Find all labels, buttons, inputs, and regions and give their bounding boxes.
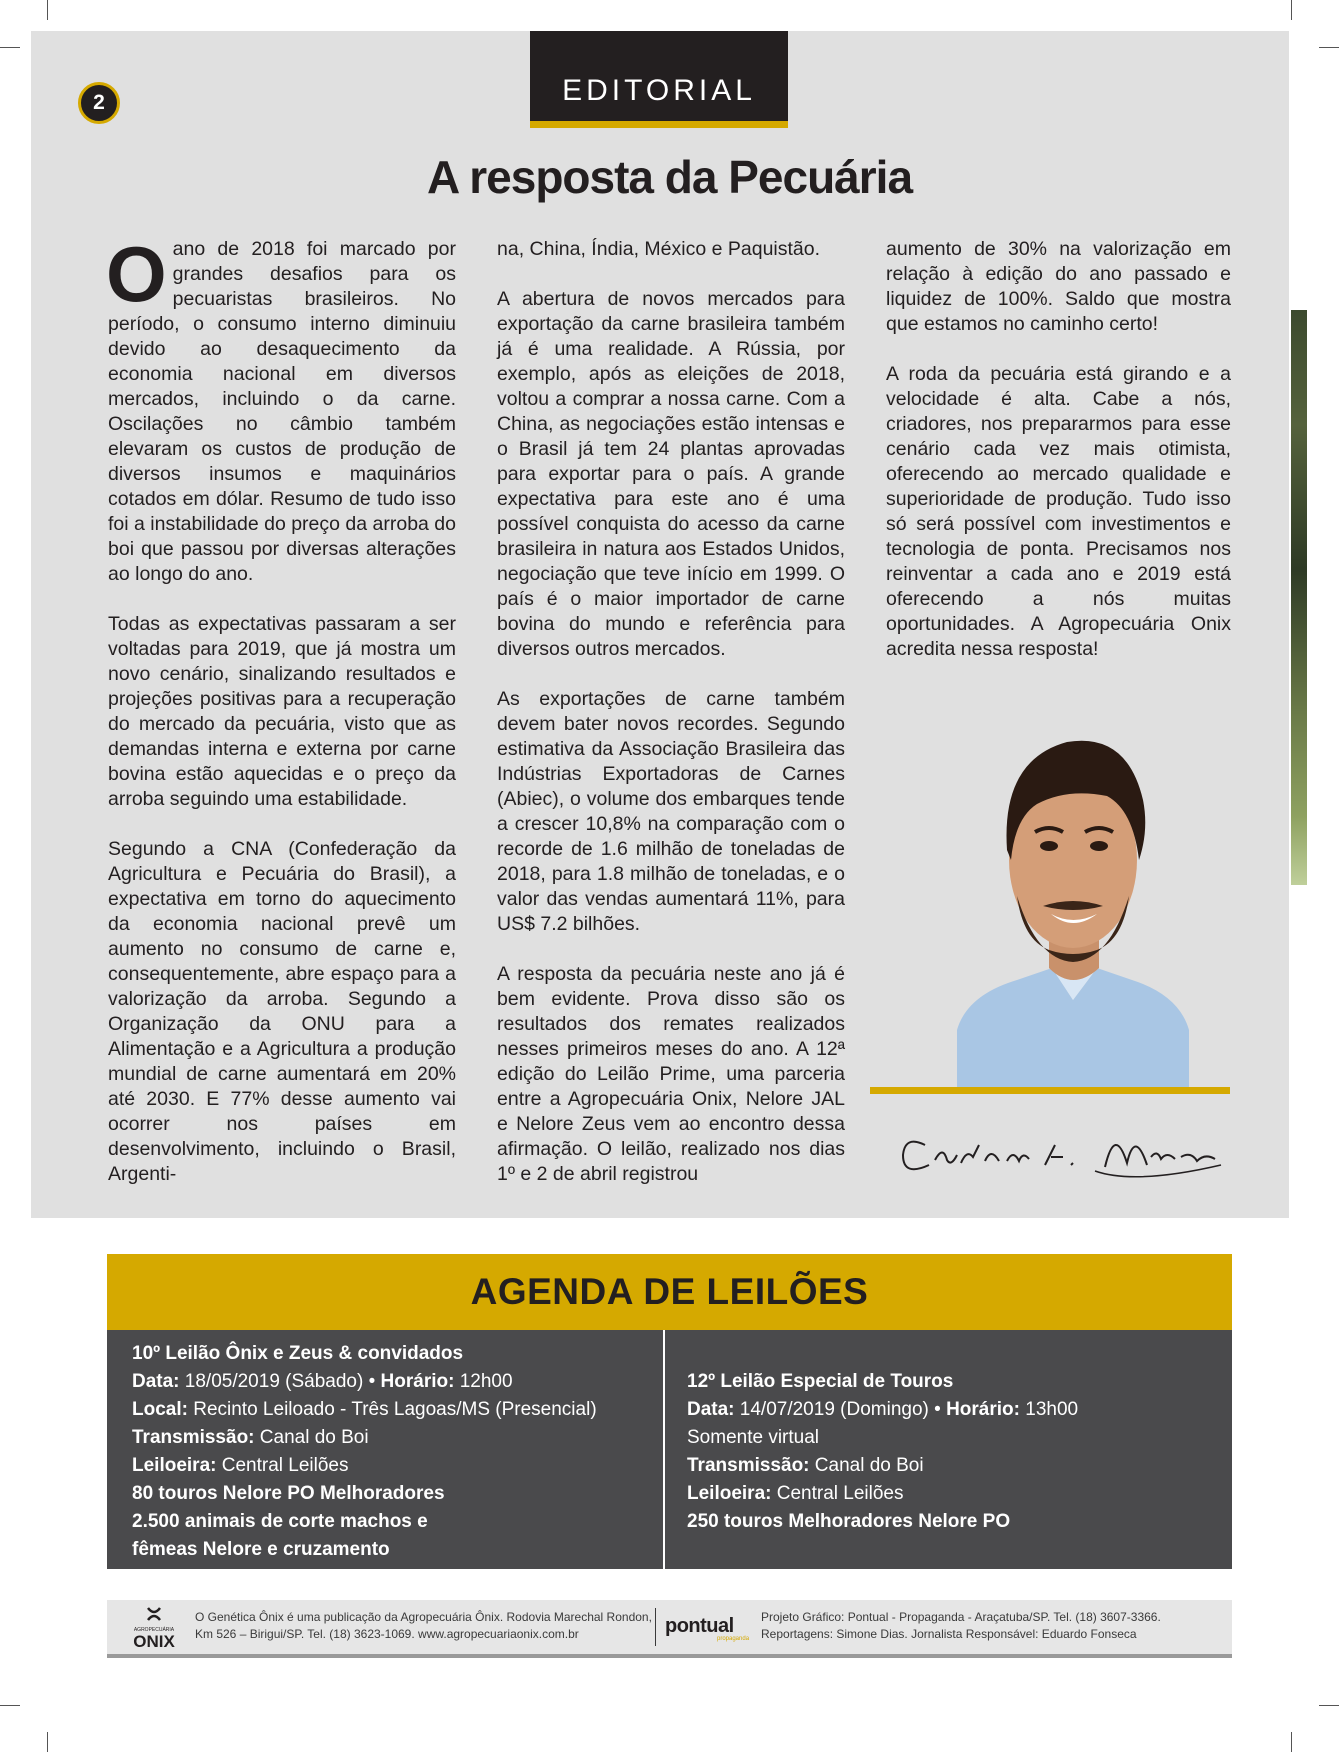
crop-mark [1291, 1732, 1292, 1752]
crop-mark [47, 1732, 48, 1752]
credits-info: Projeto Gráfico: Pontual - Propaganda - Araçatuba/SP. Tel. (18) 3607-3366. Reportagens: Simone Dias. Jornalista Responsável: Eduardo Fonseca [761, 1610, 1161, 1641]
auction-date: Data: 18/05/2019 (Sábado) • Horário: 12h00 [132, 1371, 513, 1392]
author-portrait [957, 700, 1189, 1088]
auction-card [687, 1368, 1207, 1536]
article-column-2 [497, 237, 845, 1212]
auction-date: Data: 14/07/2019 (Domingo) • Horário: 13h00 [687, 1399, 1079, 1420]
paragraph: A abertura de novos mercados para exportação da carne brasileira também já é uma realidade. A Rússia, por exemplo, após as eleições de 2018, voltou a comprar a nossa carne. Com a China, as negociações estão intensas e o Brasil já tem 24 plantas aprovadas para exportar para o país. A grande expectativa para este ano é uma possível conquista do acesso da carne brasileira in natura aos Estados Unidos, negociação que teve início em 1999. O país é o maior importador de carne bovina do mundo e referência para diversos outros mercados. [497, 288, 845, 660]
auction-auctioneer: Leiloeira: Central Leilões [132, 1455, 349, 1476]
crop-mark [0, 47, 20, 48]
footer [107, 1600, 1232, 1658]
auction-offer: 80 touros Nelore PO Melhoradores [132, 1483, 445, 1504]
paragraph: As exportações de carne também devem bater novos recordes. Segundo estimativa da Associação Brasileira das Indústrias Exportadoras de Carnes (Abiec), o volume dos embarques tende a crescer 10,8% na comparação com o recorde de 1.6 milhão de toneladas de 2018, para 1.8 milhão de toneladas, e o valor das vendas aumentará 11%, para US$ 7.2 bilhões. [497, 688, 845, 935]
auction-broadcast: Transmissão: Canal do Boi [132, 1427, 369, 1448]
auction-title: 12º Leilão Especial de Touros [687, 1371, 954, 1392]
paragraph: A roda da pecuária está girando e a velocidade é alta. Cabe a nós, criadores, nos prepararmos para esse cenário cada vez mais otimista, oferecendo ao mercado qualidade e superioridade de produção. Tudo isso só será possível com investimentos e tecnologia de ponta. Precisamos nos reinventar a cada ano e 2019 está oferecendo a nós muitas oportunidades. A Agropecuária Onix acredita nessa resposta! [886, 363, 1231, 660]
auction-title: 10º Leilão Ônix e Zeus & convidados [132, 1343, 464, 1364]
article-column-3 [886, 237, 1231, 687]
auction-auctioneer: Leiloeira: Central Leilões [687, 1483, 904, 1504]
auction-offer: 250 touros Melhoradores Nelore PO [687, 1511, 1011, 1532]
signature-rule [870, 1087, 1230, 1094]
author-signature [895, 1105, 1225, 1195]
paragraph: Todas as expectativas passaram a ser voltadas para 2019, que já mostra um novo cenário, sinalizando resultados e projeções positivas para a recuperação do mercado da pecuária, visto que as demandas interna e externa por carne bovina estão aquecidas e o preço da arroba seguindo uma estabilidade. [108, 613, 456, 810]
article-title: A resposta da Pecuária [426, 151, 913, 203]
paragraph: A resposta da pecuária neste ano já é bem evidente. Prova disso são os resultados dos remates realizados nesses primeiros meses do ano. A 12ª edição do Leilão Prime, uma parceria entre a Agropecuária Onix, Nelore JAL e Nelore Zeus vem ao encontro dessa afirmação. O leilão, realizado nos dias 1º e 2 de abril registrou [497, 963, 845, 1185]
onix-logo-name: ONIX [133, 1632, 175, 1650]
paragraph: Segundo a CNA (Confederação da Agricultura e Pecuária do Brasil), a expectativa em torno do aquecimento da economia nacional prevê um aumento no consumo de carne e, consequentemente, abre espaço para a valorização da arroba. Segundo a Organização da ONU para a Alimentação e a Agricultura a produção mundial de carne aumentará em 20% até 2030. E 77% desse aumento vai ocorrer nos países em desenvolvimento, incluindo o Brasil, Argenti- [108, 838, 456, 1185]
crop-mark [47, 0, 48, 20]
paragraph: na, China, Índia, México e Paquistão. [497, 238, 821, 260]
adjacent-page-photo-strip [1291, 310, 1307, 885]
article-column-1 [106, 230, 456, 1212]
onix-logo-small: AGROPECUÁRIA [133, 1627, 175, 1633]
crop-mark [1319, 47, 1339, 48]
footer-divider [655, 1608, 656, 1646]
auction-offer: 2.500 animais de corte machos e [132, 1511, 428, 1532]
crop-mark [0, 1705, 20, 1706]
pontual-logo-sub: propaganda [717, 1636, 750, 1642]
auction-offer: fêmeas Nelore e cruzamento [132, 1539, 390, 1560]
crop-mark [1319, 1705, 1339, 1706]
auction-card [132, 1340, 652, 1564]
section-tab: EDITORIAL [530, 31, 788, 128]
agenda-body [107, 1330, 1232, 1569]
auction-broadcast: Transmissão: Canal do Boi [687, 1455, 924, 1476]
agenda-divider [663, 1330, 665, 1569]
agenda-title: AGENDA DE LEILÕES [107, 1254, 1232, 1330]
paragraph: aumento de 30% na valorização em relação à edição do ano passado e liquidez de 100%. Saldo que mostra que estamos no caminho certo! [886, 238, 1231, 335]
page-number: 2 [78, 82, 120, 124]
drop-cap: O [106, 230, 167, 318]
pontual-logo: pontual [665, 1615, 734, 1637]
auction-location: Local: Recinto Leiloado - Três Lagoas/MS (Presencial) [132, 1399, 597, 1420]
onix-logo [119, 1604, 189, 1650]
publisher-info: O Genética Ônix é uma publicação da Agropecuária Ônix. Rodovia Marechal Rondon, Km 526 – Birigui/SP. Tel. (18) 3623-1069. www.agropecuariaonix.com.br [195, 1610, 652, 1641]
crop-mark [1291, 0, 1292, 20]
paragraph: O ano de 2018 foi marcado por grandes desafios para os pecuaristas brasileiros. No período, o consumo interno diminuiu devido ao desaquecimento da economia nacional em diversos mercados, incluindo o da carne. Oscilações no câmbio também elevaram os custos de produção de diversos insumos e maquinários cotados em dólar. Resumo de tudo isso foi a instabilidade do preço da arroba do boi que passou por diversas alterações ao longo do ano. [106, 230, 456, 585]
auction-mode: Somente virtual [687, 1427, 820, 1448]
